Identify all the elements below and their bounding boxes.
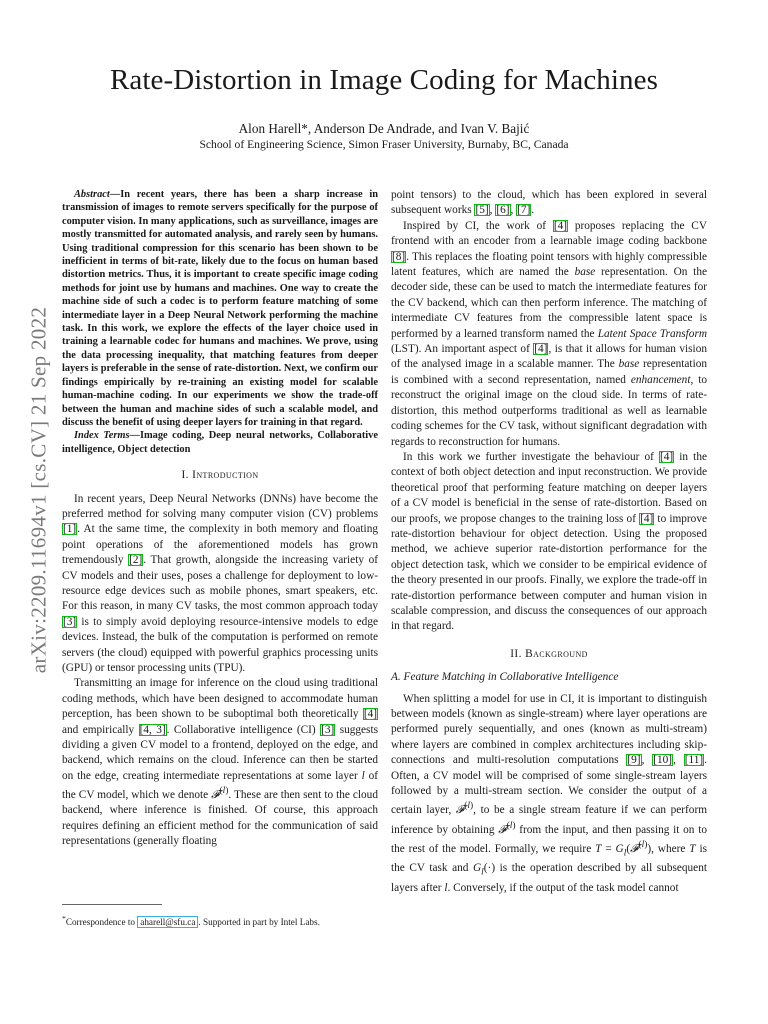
- paragraph: Transmitting an image for inference on the cloud using traditional coding methods, which have been designed to accommodate human perception, has been shown to be suboptimal both theoretically [4] and empirically [4, 3]. Collaborative intelligence (CI) [3] suggests dividing a given CV model to a frontend, deployed on the edge, and backend, which remains on the cloud. Inference can then be started on the edge, creating intermediate representations at some layer l of the CV model, which we denote 𝓕$^{(l)}$. These are then sent to the cloud backend, where inference is finished. Of course, this approach requires defining an efficient method for the communication of said representations (generally floating: [62, 677, 378, 848]
- paragraph: Inspired by CI, the work of [4] proposes replacing the CV frontend with an encoder from a learnable image coding backbone [8]. This replaces the floating point tensors with highly compressible latent features, which are named the base representation. On the decoder side, these can be used to match the intermediate features for the CV backend, which can then perform inference. The matching of intermediate CV features from the compressible latent space is performed by a learned transform named the Latent Space Transform (LST). An important aspect of [4], is that it allows for human vision of the analysed image in a scalable manner. The base representation is combined with a second representation, named enhancement, to reconstruct the original image on the cloud side. In terms of rate-distortion, this method outperforms traditional as well as learnable coding schemes for the CV task, without significant degradation with regards to reconstruction for humans.: [391, 219, 708, 448]
- paragraph: When splitting a model for use in CI, it is important to distinguish between models (known as single-stream) where layer operations are performed purely sequentially, and ones (known as multi-stream) where layers are combined in complex architectures including skip-connections and multi-resolution computations [9], [10], [11]. Often, a CV model will be comprised of some single-stream layers followed by a multi-stream section. We consider the output of a certain layer, 𝓕$^{(l)}$, to be a single stream feature if we can perform inference by obtaining 𝓕$^{(l)}$ from the input, and then passing it on to the rest of the model. Formally, we require $T = G_l(𝓕^{(l)})$, where T is the CV task and $G_l(\cdot)$ is the operation described by all subsequent layers after l. Conversely, if the output of the task model cannot: [391, 692, 708, 894]
- subsection-title: A. Feature Matching in Collaborative Intelligence: [391, 671, 619, 684]
- citation-link[interactable]: [11]: [684, 754, 704, 767]
- index-terms-text: —Image coding, Deep neural networks, Collaborative intelligence, Object detection: [62, 430, 378, 455]
- citation-link[interactable]: [5]: [475, 204, 489, 217]
- paragraph: In this work we further investigate the behaviour of [4] in the context of both object detection and input reconstruction. We provide theoretical proof that performing feature matching on deeper layers of a CV model is beneficial in the sense of rate-distortion. Based on our proofs, we propose changes to the training loss of [4] to improve rate-distortion behaviour for object detection. Using the proposed method, we achieve superior rate-distortion performance for the object detection task, which we consider to be empirical evidence of the theory presented in our proofs. Finally, we explore the trade-off in rate-distortion performance between computer and human vision in scalable compression, and discuss the consequences of our approach in that regard.: [391, 450, 707, 633]
- citation-link[interactable]: [4, 3]: [139, 723, 166, 736]
- citation-link[interactable]: [6]: [496, 204, 510, 217]
- left-column: [62, 188, 378, 850]
- citation-link[interactable]: [3]: [321, 723, 335, 736]
- paper-affiliation: School of Engineering Science, Simon Fraser University, Burnaby, BC, Canada: [199, 138, 569, 151]
- citation-link[interactable]: [1]: [63, 523, 77, 536]
- section-title-introduction: I. Introduction: [181, 469, 259, 482]
- paragraph: point tensors) to the cloud, which has been explored in several subsequent works [5], [6], [7].: [391, 189, 707, 217]
- abstract-label: Abstract: [74, 189, 110, 200]
- paper-authors: Alon Harell*, Anderson De Andrade, and Ivan V. Bajić: [238, 121, 530, 136]
- paper-title: Rate-Distortion in Image Coding for Machines: [109, 64, 659, 96]
- citation-link[interactable]: [3]: [63, 615, 77, 628]
- abstract: [62, 188, 378, 456]
- citation-link[interactable]: [10]: [653, 754, 673, 767]
- citation-link[interactable]: [2]: [129, 554, 143, 567]
- citation-link[interactable]: [4]: [553, 219, 568, 232]
- abstract-text: —In recent years, there has been a sharp increase in transmission of images to remote servers specifically for the purpose of computer vision. In many applications, such as surveillance, images are mostly transmitted for automated analysis, and rarely seen by humans. Using traditional compression for this scenario has been shown to be inefficient in terms of bit-rate, likely due to the focus on human based distortion metrics. Thus, it is important to create specific image coding methods for joint use by humans and machines. One way to create the machine side of such a codec is to perform feature matching of some intermediate layer in a Deep Neural Network performing the machine task. In this work, we explore the effects of the layer choice used in training a learnable codec for humans and machines. We prove, using the data processing inequality, that matching features from deeper layers is preferable in the sense of rate-distortion. Next, we confirm our findings empirically by re-training an existing model for scalable human-machine coding. In our experiments we show the trade-off between the human and machine sides of such a scalable model, and discuss the benefit of using deeper layers for training in that regard.: [62, 189, 378, 428]
- index-terms-label: Index Terms: [74, 430, 130, 442]
- citation-link[interactable]: [8]: [392, 250, 406, 263]
- section-title-background: II. Background: [510, 647, 588, 660]
- citation-link[interactable]: [4]: [640, 512, 654, 525]
- paragraph: In recent years, Deep Neural Networks (DNNs) have become the preferred method for solving many computer vision (CV) problems [1]. At the same time, the complexity in both memory and floating point operations of the aforementioned models has grown tremendously [2]. That growth, alongside the increasing variety of CV models and their uses, poses a challenge for deployment to low-resource edge devices such as mobile phones, smart speakers, etc. For this reason, in many CV tasks, the most common approach today [3] is to simply avoid deploying resource-intensive models to edge devices. Instead, the bulk of the computation is performed on remote servers (the cloud) equipped with powerful graphics processing units (GPU) or tensor processing units (TPU).: [62, 492, 378, 674]
- citation-link[interactable]: [9]: [627, 754, 641, 767]
- citation-link[interactable]: [4]: [363, 708, 377, 721]
- citation-link[interactable]: [7]: [517, 204, 531, 217]
- footnote: *Correspondence to aharell@sfu.ca . Supported in part by Intel Labs.: [62, 914, 320, 928]
- right-column: [391, 188, 707, 896]
- citation-link[interactable]: [4]: [660, 450, 674, 463]
- arxiv-stamp: arXiv:2209.11694v1 [cs.CV] 21 Sep 2022: [26, 306, 51, 674]
- footnote-rule: [62, 904, 162, 905]
- citation-link[interactable]: [4]: [534, 343, 548, 356]
- email-link[interactable]: aharell@sfu.ca: [137, 916, 198, 928]
